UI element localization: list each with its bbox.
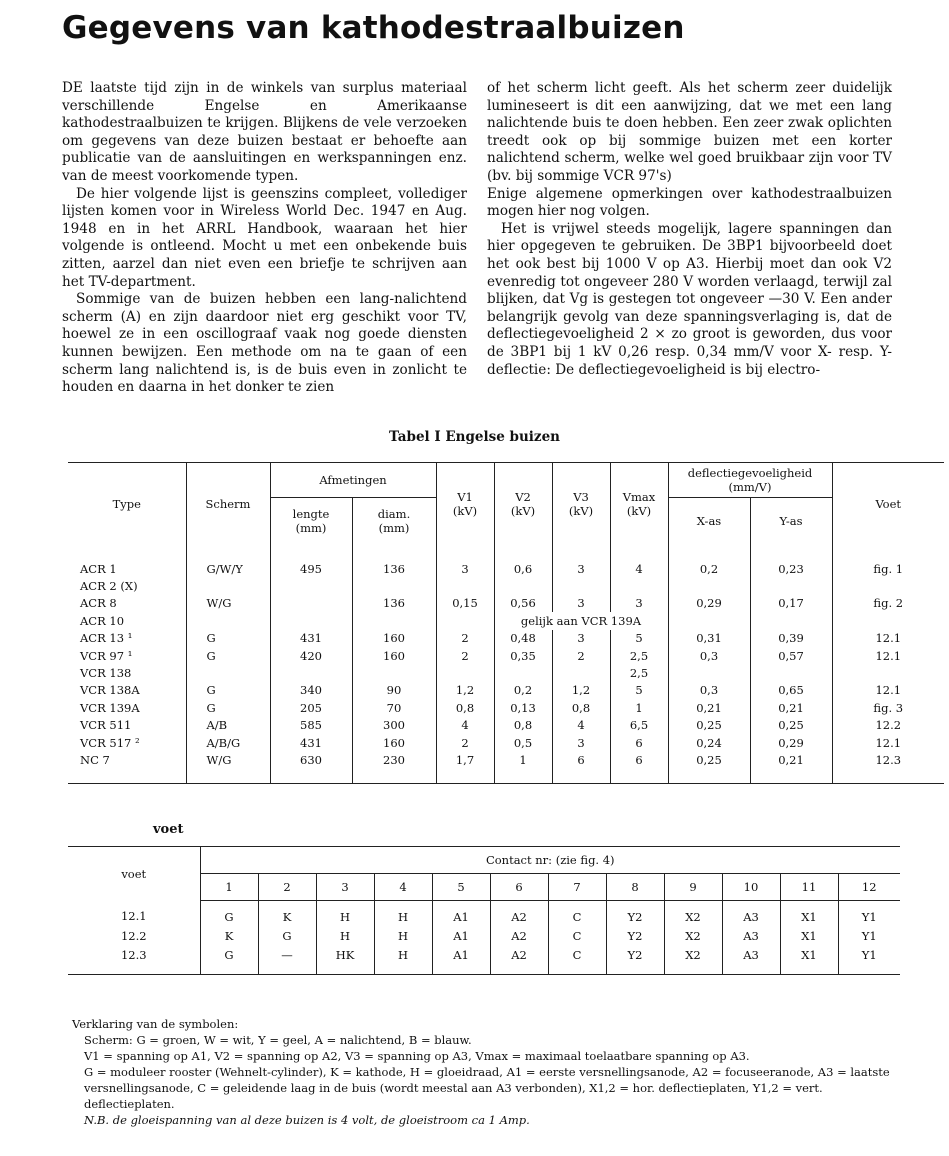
- cell-contact: A3: [722, 926, 780, 945]
- col-header-contact-number: 5: [432, 874, 490, 901]
- cell-diam: 136: [352, 544, 436, 577]
- cell-lengte: [270, 664, 352, 681]
- cell-contact: X1: [780, 945, 838, 975]
- cell-type: VCR 139A: [80, 700, 140, 715]
- cell-v1: [436, 612, 494, 629]
- cell-v2: 0,2: [494, 682, 552, 699]
- cell-scherm: [186, 612, 270, 629]
- cell-v2: [494, 577, 552, 594]
- cell-v2: 0,48: [494, 630, 552, 647]
- legend-line: G = moduleer rooster (Wehnelt-cylinder), K = kathode, H = gloeidraad, A1 = eerste versnellingsanode, A2 = focuseeranode, A3 = laatste versnellingsanode, C = geleidende laag in de buis (wordt meestal aan A3 verbonden), X1,2 = hor. deflectieplaten, Y1,2 = vert. deflectieplaten.: [84, 1065, 890, 1111]
- cell-lengte: [270, 595, 352, 612]
- table-row: [68, 945, 900, 975]
- table-row: [68, 901, 900, 927]
- cell-contact: A1: [432, 926, 490, 945]
- cell-vmax: 4: [610, 544, 668, 577]
- cell-contact: K: [200, 926, 258, 945]
- cell-contact: X1: [780, 926, 838, 945]
- cell-x-as: 0,29: [668, 595, 750, 612]
- cell-x-as: 0,24: [668, 734, 750, 751]
- cell-contact: A3: [722, 945, 780, 975]
- cell-v1: 2: [436, 647, 494, 664]
- cell-vmax: 2,5: [610, 647, 668, 664]
- article-left-column: [62, 80, 467, 397]
- cell-x-as: 0,2: [668, 544, 750, 577]
- cell-type: ACR 1: [80, 561, 117, 576]
- paragraph: DE laatste tijd zijn in de winkels van surplus materiaal verschillende Engelse en Amerikaanse kathodestraalbuizen te krijgen. Blijkens de vele verzoeken om gegevens van deze buizen bestaat er behoefte aan publicatie van de aansluitingen en werkspanningen enz. van de meest voorkomende typen.: [62, 80, 467, 184]
- cell-contact: A2: [490, 901, 548, 927]
- cell-contact: H: [316, 926, 374, 945]
- cell-voet: 12.1: [832, 734, 944, 751]
- cell-voet: 12.1: [832, 647, 944, 664]
- cell-x-as: [668, 612, 750, 629]
- cell-contact: Y1: [838, 901, 900, 927]
- cell-lengte: 420: [270, 647, 352, 664]
- cell-type: ACR 13 ¹: [80, 631, 133, 646]
- cell-note: gelijk aan VCR 139A: [494, 612, 668, 629]
- cell-contact: G: [258, 926, 316, 945]
- cell-lengte: 340: [270, 682, 352, 699]
- cell-v3: 1,2: [552, 682, 610, 699]
- cell-contact: Y2: [606, 926, 664, 945]
- cell-type: ACR 2 (X): [80, 579, 138, 594]
- table-row: [68, 699, 944, 716]
- table2-caption: voet: [153, 822, 184, 837]
- cell-y-as: 0,17: [750, 595, 832, 612]
- col-header-x-as: X-as: [668, 498, 750, 545]
- cell-voet: 12.3: [832, 751, 944, 783]
- cell-scherm: [186, 664, 270, 681]
- cell-scherm: W/G: [186, 751, 270, 783]
- cell-vmax: 6,5: [610, 717, 668, 734]
- cell-y-as: 0,39: [750, 630, 832, 647]
- cell-contact: Y2: [606, 901, 664, 927]
- cell-v1: 4: [436, 717, 494, 734]
- cell-v1: [436, 664, 494, 681]
- cell-diam: 160: [352, 734, 436, 751]
- cell-y-as: 0,21: [750, 699, 832, 716]
- table-row: [68, 926, 900, 945]
- cell-diam: 300: [352, 717, 436, 734]
- cell-diam: 136: [352, 595, 436, 612]
- cell-y-as: [750, 577, 832, 594]
- cell-diam: 230: [352, 751, 436, 783]
- cell-contact: X1: [780, 901, 838, 927]
- cell-y-as: 0,65: [750, 682, 832, 699]
- cell-voet: [832, 577, 944, 594]
- cell-vmax: 6: [610, 734, 668, 751]
- col-header-contact-number: 11: [780, 874, 838, 901]
- cell-v1: 1,7: [436, 751, 494, 783]
- cell-type: VCR 97 ¹: [80, 648, 133, 663]
- cell-x-as: 0,25: [668, 751, 750, 783]
- paragraph: De hier volgende lijst is geenszins compleet, vollediger lijsten komen voor in Wireless World Dec. 1947 en Aug. 1948 en in het ARRL Handbook, waaraan het hier volgende is ontleend. Mocht u met een onbekende buis zitten, aarzel dan niet even een briefje te schrijven aan het TV-department.: [62, 185, 467, 290]
- cell-contact: G: [200, 901, 258, 927]
- col-header-v2: V2 (kV): [494, 463, 552, 545]
- cell-x-as: 0,25: [668, 717, 750, 734]
- cell-contact: HK: [316, 945, 374, 975]
- legend-line: V1 = spanning op A1, V2 = spanning op A2, V3 = spanning op A3, Vmax = maximaal toelaatbare spanning op A3.: [84, 1049, 750, 1063]
- table-row: [68, 612, 944, 629]
- cell-contact: A1: [432, 945, 490, 975]
- cell-vmax: 5: [610, 630, 668, 647]
- cell-v2: 0,13: [494, 699, 552, 716]
- cell-scherm: G: [186, 682, 270, 699]
- cell-v2: 0,35: [494, 647, 552, 664]
- cell-vmax: 3: [610, 595, 668, 612]
- col-header-contact-number: 2: [258, 874, 316, 901]
- cell-v3: 4: [552, 717, 610, 734]
- paragraph: Het is vrijwel steeds mogelijk, lagere spanningen dan hier opgegeven te gebruiken. De 3BP1 bijvoorbeeld doet het ook best bij 1000 V op A3. Hierbij moet dan ook V2 evenredig tot ongeveer 280 V worden verlaagd, terwijl zal blijken, dat Vg is gestegen tot ongeveer —30 V. Een ander belangrijk gevolg van deze spanningsverlaging is, dat de deflectiegevoeligheid 2 × zo groot is geworden, dus voor de 3BP1 bij 1 kV 0,26 resp. 0,34 mm/V voor X- resp. Y-deflectie: De deflectiegevoeligheid is bij electro-: [487, 220, 892, 378]
- table1-caption: Tabel I Engelse buizen: [389, 429, 560, 445]
- legend-heading: Verklaring van de symbolen:: [72, 1017, 239, 1031]
- col-header-contact-number: 8: [606, 874, 664, 901]
- cell-diam: 90: [352, 682, 436, 699]
- cell-type: ACR 8: [80, 596, 117, 611]
- cell-x-as: 0,3: [668, 647, 750, 664]
- cell-voet: 12.1: [832, 630, 944, 647]
- cell-y-as: [750, 612, 832, 629]
- cell-diam: [352, 612, 436, 629]
- cell-voet: 12.1: [832, 682, 944, 699]
- cell-type: ACR 10: [80, 613, 125, 628]
- cell-v3: 0,8: [552, 699, 610, 716]
- cell-voet: 12.1: [120, 909, 147, 924]
- cell-type: NC 7: [68, 751, 186, 783]
- cell-type: VCR 138A: [80, 683, 140, 698]
- cell-contact: G: [200, 945, 258, 975]
- cell-v1: [436, 577, 494, 594]
- cell-contact: Y1: [838, 926, 900, 945]
- cell-v3: 3: [552, 595, 610, 612]
- cell-voet: fig. 3: [832, 699, 944, 716]
- cell-voet: fig. 1: [832, 544, 944, 577]
- cell-type: VCR 511: [80, 718, 132, 733]
- cell-lengte: 495: [270, 544, 352, 577]
- cell-v3: 3: [552, 544, 610, 577]
- table-row: [68, 664, 944, 681]
- cell-voet: 12.2: [120, 928, 147, 943]
- cell-contact: C: [548, 926, 606, 945]
- cell-v3: 3: [552, 630, 610, 647]
- cell-diam: 160: [352, 630, 436, 647]
- cell-contact: C: [548, 945, 606, 975]
- cell-y-as: 0,23: [750, 544, 832, 577]
- cell-scherm: G/W/Y: [186, 544, 270, 577]
- table-row: [68, 717, 944, 734]
- cell-lengte: 630: [270, 751, 352, 783]
- col-header-afmetingen: Afmetingen: [270, 463, 436, 498]
- cell-contact: A2: [490, 926, 548, 945]
- cell-v2: 0,56: [494, 595, 552, 612]
- cell-v2: 0,5: [494, 734, 552, 751]
- col-header-diam: diam. (mm): [352, 498, 436, 545]
- cell-x-as: 0,3: [668, 682, 750, 699]
- col-header-lengte: lengte (mm): [270, 498, 352, 545]
- cell-contact: Y2: [606, 945, 664, 975]
- col-header-deflectie: deflectiegevoeligheid (mm/V): [668, 463, 832, 498]
- cell-scherm: G: [186, 647, 270, 664]
- cell-v3: [552, 577, 610, 594]
- cell-y-as: 0,21: [750, 751, 832, 783]
- paragraph: Enige algemene opmerkingen over kathodestraalbuizen mogen hier nog volgen.: [487, 185, 892, 220]
- cell-v2: 1: [494, 751, 552, 783]
- page-title: Gegevens van kathodestraalbuizen: [62, 10, 685, 46]
- col-header-contact-number: 10: [722, 874, 780, 901]
- cell-v1: 1,2: [436, 682, 494, 699]
- cell-vmax: 2,5: [610, 664, 668, 681]
- cell-v3: 2: [552, 647, 610, 664]
- cell-vmax: 6: [610, 751, 668, 783]
- col-header-type: Type: [68, 463, 186, 545]
- cell-y-as: 0,57: [750, 647, 832, 664]
- base-pinout-table: [68, 846, 900, 975]
- cell-x-as: 0,21: [668, 699, 750, 716]
- col-header-v1: V1 (kV): [436, 463, 494, 545]
- cell-diam: [352, 577, 436, 594]
- legend-note: N.B. de gloeispanning van al deze buizen is 4 volt, de gloeistroom ca 1 Amp.: [84, 1113, 530, 1127]
- cell-vmax: 1: [610, 699, 668, 716]
- paragraph: Sommige van de buizen hebben een lang-nalichtend scherm (A) en zijn daardoor niet erg geschikt voor TV, hoewel ze in een oscillograaf vaak nog goede diensten kunnen bewijzen. Een methode om na te gaan of een scherm lang nalichtend is, is de buis even in zonlicht te houden en daarna in het donker te zien: [62, 291, 467, 396]
- cell-voet: 12.2: [832, 717, 944, 734]
- cell-v2: 0,6: [494, 544, 552, 577]
- table-row: [68, 682, 944, 699]
- cell-v1: 0,8: [436, 699, 494, 716]
- cell-diam: 70: [352, 699, 436, 716]
- table-row: [68, 751, 944, 783]
- cell-voet: 12.3: [68, 945, 200, 975]
- cell-contact: X2: [664, 926, 722, 945]
- cell-voet: [832, 664, 944, 681]
- cell-scherm: A/B: [186, 717, 270, 734]
- cell-v3: 6: [552, 751, 610, 783]
- cell-lengte: [270, 612, 352, 629]
- table-row: [68, 577, 944, 594]
- cell-voet: [832, 612, 944, 629]
- paragraph: of het scherm licht geeft. Als het scherm zeer duidelijk lumineseert is dit een aanwijzing, dat we met een lang nalichtende buis te doen hebben. Een zeer zwak oplichten treedt ook op bij sommige buizen met een korter nalichtend scherm, welke wel goed bruikbaar zijn voor TV (bv. bij sommige VCR 97's): [487, 80, 892, 184]
- cell-voet: fig. 2: [832, 595, 944, 612]
- cell-contact: H: [316, 901, 374, 927]
- cell-vmax: 5: [610, 682, 668, 699]
- cell-type: VCR 138: [80, 666, 132, 681]
- cell-contact: H: [374, 945, 432, 975]
- cell-contact: H: [374, 926, 432, 945]
- cell-type: VCR 517 ²: [80, 735, 140, 750]
- cell-contact: X2: [664, 945, 722, 975]
- cell-diam: [352, 664, 436, 681]
- col-header-voet: voet: [68, 847, 200, 901]
- col-header-contact-number: 4: [374, 874, 432, 901]
- col-header-voet: Voet: [832, 463, 944, 545]
- cell-lengte: 431: [270, 630, 352, 647]
- cell-contact: H: [374, 901, 432, 927]
- col-header-contact-number: 12: [838, 874, 900, 901]
- cell-v2: 0,8: [494, 717, 552, 734]
- cell-y-as: 0,29: [750, 734, 832, 751]
- cell-v1: 2: [436, 630, 494, 647]
- cell-lengte: 205: [270, 699, 352, 716]
- cell-contact: X2: [664, 901, 722, 927]
- cell-y-as: [750, 664, 832, 681]
- col-header-contact-number: 6: [490, 874, 548, 901]
- cell-contact: A1: [432, 901, 490, 927]
- cell-x-as: [668, 577, 750, 594]
- symbol-legend: [72, 1016, 912, 1128]
- col-header-scherm: Scherm: [186, 463, 270, 545]
- cell-scherm: A/B/G: [186, 734, 270, 751]
- cell-x-as: 0,31: [668, 630, 750, 647]
- tube-data-table: [68, 462, 944, 784]
- cell-scherm: W/G: [186, 595, 270, 612]
- cell-contact: —: [258, 945, 316, 975]
- cell-contact: Y1: [838, 945, 900, 975]
- cell-v3: 3: [552, 734, 610, 751]
- cell-scherm: G: [186, 630, 270, 647]
- col-header-contact-number: 7: [548, 874, 606, 901]
- col-header-contact-number: 1: [200, 874, 258, 901]
- col-header-y-as: Y-as: [750, 498, 832, 545]
- table-row: [68, 544, 944, 577]
- cell-diam: 160: [352, 647, 436, 664]
- cell-lengte: 431: [270, 734, 352, 751]
- table-row: [68, 734, 944, 751]
- cell-contact: A3: [722, 901, 780, 927]
- table-row: [68, 595, 944, 612]
- cell-contact: C: [548, 901, 606, 927]
- table-row: [68, 630, 944, 647]
- legend-line: Scherm: G = groen, W = wit, Y = geel, A = nalichtend, B = blauw.: [84, 1033, 472, 1047]
- cell-scherm: G: [186, 699, 270, 716]
- table-row: [68, 647, 944, 664]
- cell-v2: [494, 664, 552, 681]
- cell-v3: [552, 664, 610, 681]
- col-header-contact-number: 3: [316, 874, 374, 901]
- col-header-contact: Contact nr: (zie fig. 4): [200, 847, 900, 874]
- cell-vmax: [610, 577, 668, 594]
- cell-lengte: [270, 577, 352, 594]
- article-right-column: [487, 80, 892, 379]
- col-header-vmax: Vmax (kV): [610, 463, 668, 545]
- cell-contact: K: [258, 901, 316, 927]
- cell-contact: A2: [490, 945, 548, 975]
- cell-lengte: 585: [270, 717, 352, 734]
- cell-v1: 2: [436, 734, 494, 751]
- col-header-v3: V3 (kV): [552, 463, 610, 545]
- cell-x-as: [668, 664, 750, 681]
- col-header-contact-number: 9: [664, 874, 722, 901]
- cell-scherm: [186, 577, 270, 594]
- cell-y-as: 0,25: [750, 717, 832, 734]
- cell-v1: 3: [436, 544, 494, 577]
- cell-v1: 0,15: [436, 595, 494, 612]
